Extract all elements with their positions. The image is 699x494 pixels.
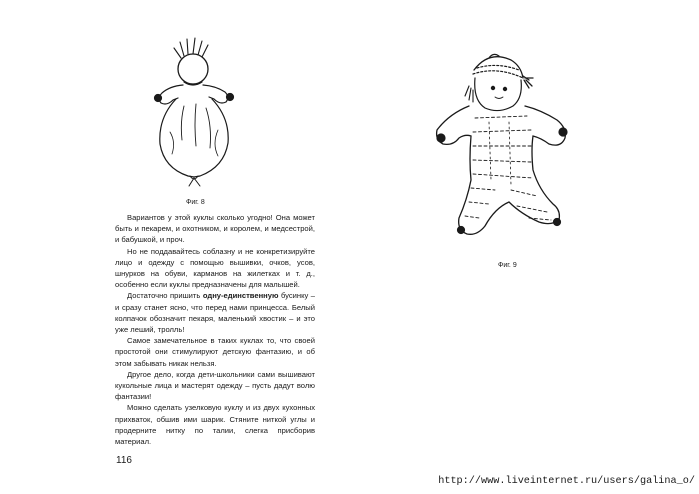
paragraph-2: Но не поддавайтесь соблазну и не конкретизируйте лицо и одежду с помощью вышивки, очков, усов, шнурков на обуви, карманов на жилетках и т. д., особенно если куклы предназначены для малышей. <box>115 246 315 290</box>
paragraph-1: Вариантов у этой куклы сколько угодно! Она может быть и пекарем, и охотником, и королем, и медсестрой, и бабушкой, и проч. <box>115 213 315 245</box>
figure-8-knot-doll-illustration <box>140 36 250 188</box>
figure-8-caption: Фиг. 8 <box>186 199 205 206</box>
figure-9-potholder-doll-illustration <box>429 40 579 245</box>
page-number: 116 <box>116 455 132 466</box>
left-page <box>0 0 349 494</box>
paragraph-6: Можно сделать узелковую куклу и из двух кухонных прихваток, обшив ими шарик. Стяните ниткой углы и продерните нитку по талии, слегка присборив материал. <box>115 403 315 447</box>
paragraph-3-bold: одну-единственную <box>202 291 279 301</box>
paragraph-4: Самое замечательное в таких куклах то, что своей простотой они стимулируют детскую фантазию, и об этом забывать никак нельзя. <box>115 336 315 368</box>
paragraph-5: Другое дело, когда дети-школьники сами вышивают кукольные лица и мастерят одежду – пусть дадут волю фантазии! <box>115 369 315 402</box>
right-page <box>349 0 699 494</box>
paragraph-3-end: бусинку – и сразу станет ясно, что перед нами принцесса. Белый колпачок обозначит пекаря, маленький хвостик – и это уже леший, тролль! <box>115 291 315 335</box>
paragraph-3-start: Достаточно пришить <box>127 291 203 301</box>
figure-9-caption: Фиг. 9 <box>498 262 517 269</box>
paragraph-3 <box>115 290 315 335</box>
source-url-watermark: http://www.liveinternet.ru/users/galina_o/ <box>438 476 695 487</box>
main-text <box>115 212 315 447</box>
